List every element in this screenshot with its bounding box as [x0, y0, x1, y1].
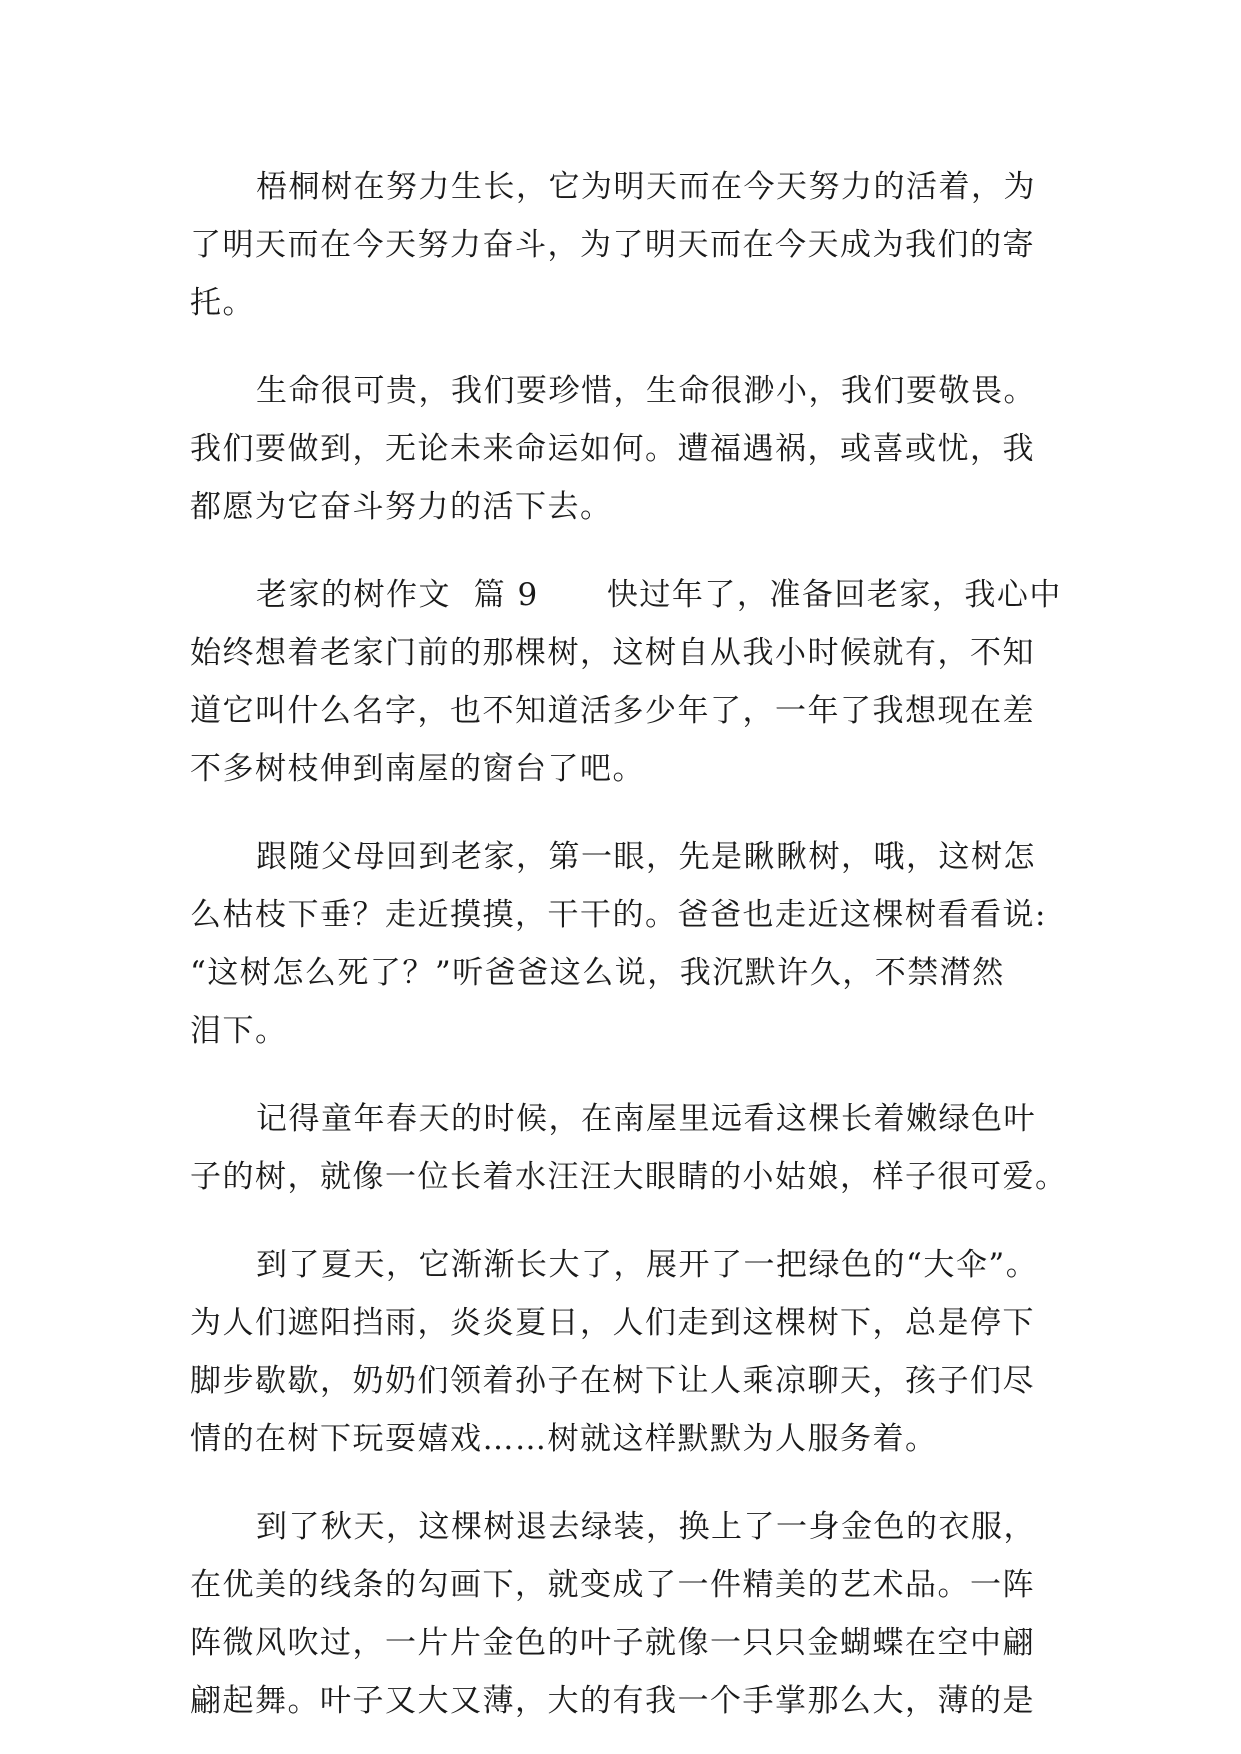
text-line: 托。 [190, 285, 255, 321]
text-line: 道它叫什么名字，也不知道活多少年了，一年了我想现在差 [190, 693, 1035, 729]
text-line: 跟随父母回到老家，第一眼，先是瞅瞅树，哦，这树怎 [256, 839, 1036, 875]
paragraph-3 [190, 566, 1060, 798]
text-line: 在优美的线条的勾画下，就变成了一件精美的艺术品。一阵 [190, 1567, 1035, 1603]
paragraph-6 [190, 1236, 1060, 1468]
text-line: 始终想着老家门前的那棵树，这树自从我小时候就有，不知 [190, 635, 1035, 671]
paragraph-2 [190, 362, 1060, 536]
text-line: 梧桐树在努力生长，它为明天而在今天努力的活着，为 [256, 169, 1036, 205]
text-line: 到了秋天，这棵树退去绿装，换上了一身金色的衣服， [256, 1509, 1036, 1545]
text-line: “这树怎么死了？”听爸爸这么说，我沉默许久，不禁潸然 [190, 955, 1005, 991]
document-body [190, 158, 1068, 1730]
text-line: 老家的树作文 篇 9 快过年了，准备回老家，我心中 [256, 577, 1062, 613]
paragraph-5 [190, 1090, 1068, 1206]
paragraph-4 [190, 828, 1060, 1060]
text-line: 子的树，就像一位长着水汪汪大眼睛的小姑娘，样子很可爱。 [190, 1159, 1068, 1195]
text-line: 都愿为它奋斗努力的活下去。 [190, 489, 613, 525]
text-line: 泪下。 [190, 1013, 288, 1049]
text-line: 记得童年春天的时候，在南屋里远看这棵长着嫩绿色叶 [256, 1101, 1036, 1137]
text-line: 阵微风吹过，一片片金色的叶子就像一只只金蝴蝶在空中翩 [190, 1625, 1035, 1661]
text-line: 翩起舞。叶子又大又薄，大的有我一个手掌那么大，薄的是 [190, 1683, 1035, 1719]
text-line: 生命很可贵，我们要珍惜，生命很渺小，我们要敬畏。 [256, 373, 1036, 409]
text-line: 到了夏天，它渐渐长大了，展开了一把绿色的“大伞”。 [256, 1247, 1039, 1283]
paragraph-1 [190, 158, 1060, 332]
text-line: 为人们遮阳挡雨，炎炎夏日，人们走到这棵树下，总是停下 [190, 1305, 1035, 1341]
text-line: 情的在树下玩耍嬉戏……树就这样默默为人服务着。 [190, 1421, 938, 1457]
text-line: 不多树枝伸到南屋的窗台了吧。 [190, 751, 645, 787]
text-line: 么枯枝下垂？走近摸摸，干干的。爸爸也走近这棵树看看说: [190, 897, 1047, 933]
text-line: 脚步歇歇，奶奶们领着孙子在树下让人乘凉聊天，孩子们尽 [190, 1363, 1035, 1399]
paragraph-7 [190, 1498, 1060, 1730]
text-line: 了明天而在今天努力奋斗，为了明天而在今天成为我们的寄 [190, 227, 1035, 263]
text-line: 我们要做到，无论未来命运如何。遭福遇祸，或喜或忧，我 [190, 431, 1035, 467]
